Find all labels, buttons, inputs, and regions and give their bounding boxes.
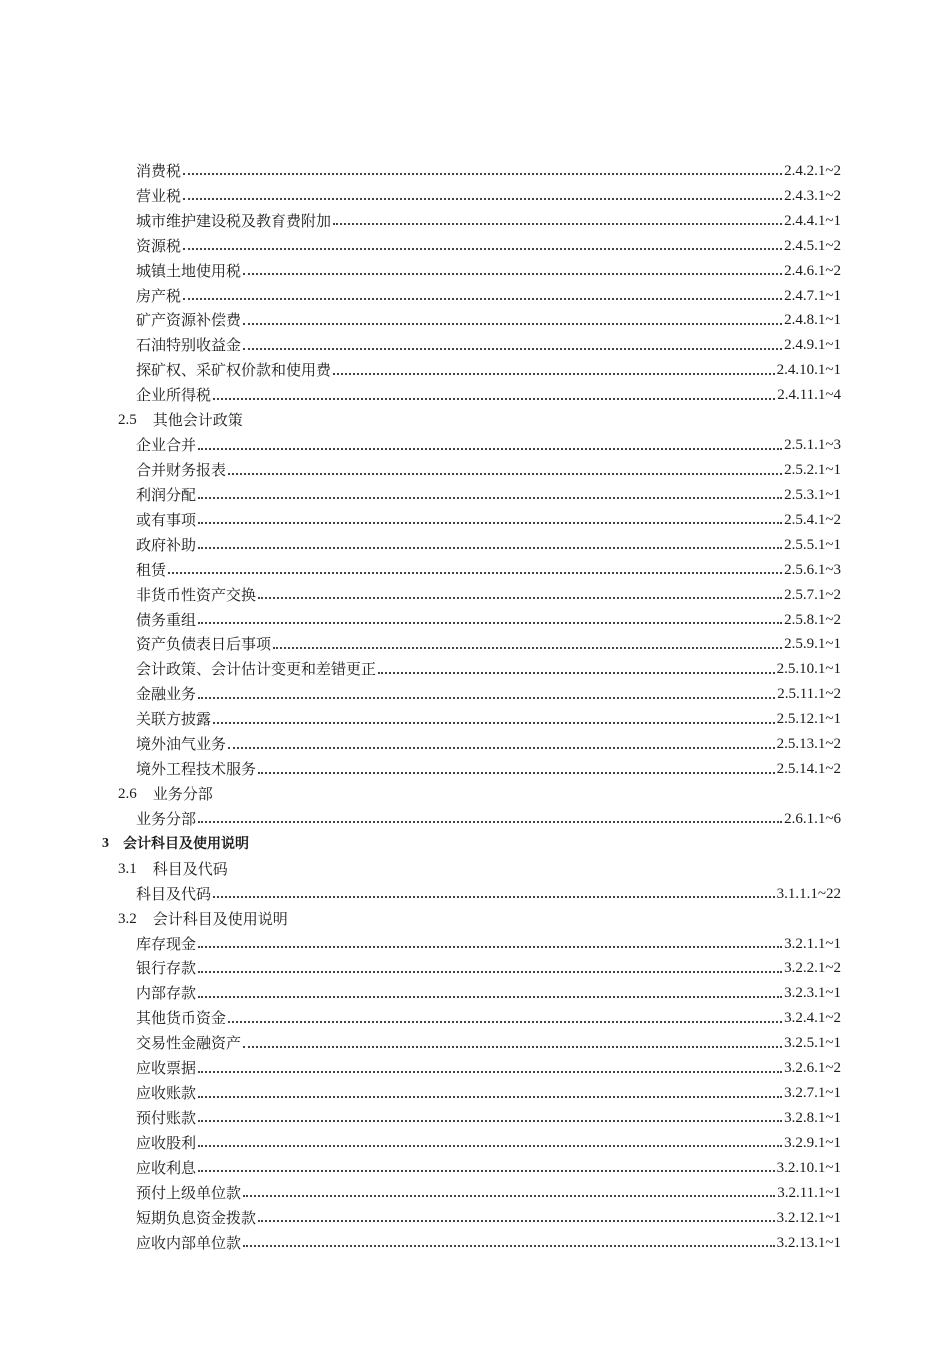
dot-leader (258, 1220, 775, 1222)
toc-entry[interactable] (136, 558, 841, 583)
toc-entry[interactable] (136, 1131, 841, 1156)
section-title: 会计科目及使用说明 (123, 836, 249, 853)
toc-entry-label: 金融业务 (136, 685, 197, 704)
toc-page-number: 2.4.10.1~1 (776, 362, 841, 379)
toc-entry-label: 探矿权、采矿权价款和使用费 (136, 361, 332, 380)
toc-entry[interactable] (136, 682, 841, 707)
toc-entry[interactable] (136, 932, 841, 957)
toc-entry-label: 非货币性资产交换 (136, 585, 257, 604)
section-title: 业务分部 (152, 785, 213, 803)
toc-entry[interactable] (136, 981, 841, 1006)
dot-leader (198, 971, 782, 973)
section-number: 3.1 (118, 860, 137, 877)
section-number: 3.2 (118, 910, 137, 927)
toc-page-number: 3.2.1.1~1 (784, 935, 841, 952)
toc-entry-label: 境外油气业务 (136, 735, 227, 754)
toc-entry-label: 营业税 (136, 186, 182, 205)
toc-entry[interactable] (136, 757, 841, 782)
toc-entry[interactable] (136, 1156, 841, 1181)
toc-entry-label: 租赁 (136, 560, 167, 579)
toc-page-number: 2.4.6.1~2 (784, 262, 841, 279)
toc-page-number: 2.5.6.1~3 (784, 561, 841, 578)
toc-entry-label: 应收利息 (136, 1158, 197, 1177)
dot-leader (213, 896, 775, 898)
dot-leader (198, 1120, 782, 1122)
toc-entry[interactable] (136, 1081, 841, 1106)
toc-page-number: 2.4.5.1~2 (784, 237, 841, 254)
dot-leader (228, 747, 775, 749)
toc-page-number: 2.4.3.1~2 (784, 187, 841, 204)
dot-leader (198, 1096, 782, 1098)
toc-entry-label: 合并财务报表 (136, 461, 227, 480)
dot-leader (183, 198, 782, 200)
toc-section-heading (0, 408, 950, 433)
toc-page-number: 2.5.5.1~1 (784, 536, 841, 553)
dot-leader (333, 373, 775, 375)
dot-leader (228, 473, 782, 475)
toc-page-number: 2.5.8.1~2 (784, 611, 841, 628)
toc-page-number: 3.2.9.1~1 (784, 1134, 841, 1151)
toc-entry[interactable] (136, 1181, 841, 1206)
toc-page-number: 2.4.8.1~1 (784, 312, 841, 329)
toc-page-number: 2.5.10.1~1 (776, 661, 841, 678)
toc-entry-label: 预付账款 (136, 1108, 197, 1127)
toc-page-number: 3.2.12.1~1 (776, 1209, 841, 1226)
dot-leader (198, 996, 782, 998)
toc-entry-label: 其他货币资金 (136, 1009, 227, 1028)
toc-page-number: 2.5.7.1~2 (784, 586, 841, 603)
toc-page-number: 2.5.11.1~2 (777, 686, 841, 703)
toc-entry[interactable] (136, 333, 841, 358)
toc-entry[interactable] (136, 657, 841, 682)
dot-leader (243, 323, 782, 325)
dot-leader (258, 597, 782, 599)
toc-entry[interactable] (136, 284, 841, 309)
toc-entry[interactable] (136, 159, 841, 184)
toc-entry-label: 政府补助 (136, 535, 197, 554)
toc-page-number: 3.2.3.1~1 (784, 985, 841, 1002)
toc-entry-label: 会计政策、会计估计变更和差错更正 (136, 660, 377, 679)
section-title: 会计科目及使用说明 (152, 909, 288, 928)
section-number: 2.5 (118, 412, 137, 429)
dot-leader (198, 1170, 775, 1172)
toc-entry-label: 应收股利 (136, 1133, 197, 1152)
toc-entry[interactable] (136, 1206, 841, 1231)
toc-page-number: 3.2.13.1~1 (776, 1234, 841, 1251)
toc-entry-label: 消费税 (136, 161, 182, 180)
dot-leader (243, 348, 782, 350)
dot-leader (198, 547, 782, 549)
dot-leader (243, 1195, 775, 1197)
toc-entry-label: 债务重组 (136, 610, 197, 629)
toc-page-number: 3.2.5.1~1 (784, 1035, 841, 1052)
dot-leader (333, 223, 782, 225)
toc-entry[interactable] (136, 1231, 841, 1256)
toc-entry[interactable] (136, 608, 841, 633)
dot-leader (273, 647, 782, 649)
section-number: 3 (102, 836, 109, 852)
toc-entry-label: 境外工程技术服务 (136, 760, 257, 779)
section-title: 其他会计政策 (152, 411, 243, 430)
section-title: 科目及代码 (152, 859, 228, 878)
dot-leader (258, 772, 775, 774)
dot-leader (243, 1046, 782, 1048)
toc-entry-label: 应收票据 (136, 1059, 197, 1078)
toc-entry[interactable] (136, 458, 841, 483)
toc-page-number: 2.5.4.1~2 (784, 511, 841, 528)
toc-entry[interactable] (136, 1056, 841, 1081)
toc-page-number: 2.4.11.1~4 (777, 387, 841, 404)
toc-entry[interactable] (136, 633, 841, 658)
toc-page-number: 3.2.4.1~2 (784, 1010, 841, 1027)
dot-leader (243, 1245, 775, 1247)
toc-page-number: 2.5.2.1~1 (784, 462, 841, 479)
toc-entry[interactable] (136, 259, 841, 284)
dot-leader (213, 722, 775, 724)
toc-entry-label: 交易性金融资产 (136, 1034, 242, 1053)
toc-entry[interactable] (136, 383, 841, 408)
toc-page-number: 3.1.1.1~22 (776, 885, 841, 902)
toc-entry[interactable] (136, 533, 841, 558)
dot-leader (198, 821, 782, 823)
toc-entry[interactable] (136, 882, 841, 907)
dot-leader (183, 173, 782, 175)
toc-entry[interactable] (136, 1106, 841, 1131)
toc-page-number: 2.5.12.1~1 (776, 711, 841, 728)
toc-entry-label: 预付上级单位款 (136, 1183, 242, 1202)
toc-entry[interactable] (136, 309, 841, 334)
toc-entry[interactable] (136, 807, 841, 832)
toc-entry-label: 内部存款 (136, 984, 197, 1003)
dot-leader (198, 697, 775, 699)
toc-entry-label: 或有事项 (136, 510, 197, 529)
toc-entry-label: 科目及代码 (136, 884, 212, 903)
table-of-contents (0, 159, 950, 1256)
dot-leader (198, 497, 782, 499)
toc-section-heading (0, 857, 950, 882)
toc-chapter-heading (0, 832, 950, 857)
toc-page-number: 2.5.13.1~2 (776, 736, 841, 753)
dot-leader (168, 572, 782, 574)
dot-leader (243, 273, 782, 275)
toc-entry[interactable] (136, 1031, 841, 1056)
toc-page-number: 2.5.1.1~3 (784, 437, 841, 454)
toc-page-number: 2.4.9.1~1 (784, 337, 841, 354)
toc-entry[interactable] (136, 1006, 841, 1031)
section-number: 2.6 (118, 786, 137, 802)
dot-leader (228, 1021, 782, 1023)
toc-entry[interactable] (136, 583, 841, 608)
toc-entry-label: 库存现金 (136, 934, 197, 953)
toc-entry-label: 资产负债表日后事项 (136, 635, 272, 654)
toc-page-number: 3.2.10.1~1 (776, 1159, 841, 1176)
dot-leader (198, 1145, 782, 1147)
toc-entry-label: 企业所得税 (136, 386, 212, 405)
dot-leader (183, 248, 782, 250)
toc-entry-label: 房产税 (136, 286, 182, 305)
toc-entry[interactable] (136, 508, 841, 533)
toc-entry-label: 应收内部单位款 (136, 1233, 242, 1252)
toc-page-number: 2.4.7.1~1 (784, 287, 841, 304)
toc-entry[interactable] (136, 957, 841, 982)
toc-entry-label: 应收账款 (136, 1084, 197, 1103)
dot-leader (198, 448, 782, 450)
toc-entry-label: 城市维护建设税及教育费附加 (136, 211, 332, 230)
toc-page-number: 2.5.14.1~2 (776, 761, 841, 778)
dot-leader (183, 298, 782, 300)
toc-entry-label: 矿产资源补偿费 (136, 311, 242, 330)
dot-leader (198, 946, 782, 948)
toc-page-number: 3.2.11.1~1 (777, 1184, 841, 1201)
toc-page-number: 3.2.8.1~1 (784, 1109, 841, 1126)
toc-entry[interactable] (136, 358, 841, 383)
toc-entry[interactable] (136, 209, 841, 234)
toc-entry[interactable] (136, 184, 841, 209)
dot-leader (198, 522, 782, 524)
toc-entry[interactable] (136, 732, 841, 757)
toc-entry-label: 石油特别收益金 (136, 336, 242, 355)
dot-leader (213, 398, 775, 400)
toc-entry-label: 短期负息资金拨款 (136, 1208, 257, 1227)
toc-entry-label: 银行存款 (136, 959, 197, 978)
toc-entry-label: 城镇土地使用税 (136, 261, 242, 280)
dot-leader (198, 622, 782, 624)
toc-page-number: 3.2.2.1~2 (784, 960, 841, 977)
dot-leader (198, 1071, 782, 1073)
toc-page-number: 2.5.9.1~1 (784, 636, 841, 653)
toc-entry[interactable] (136, 483, 841, 508)
toc-section-heading (0, 782, 950, 807)
toc-entry-label: 关联方披露 (136, 710, 212, 729)
toc-entry[interactable] (136, 707, 841, 732)
toc-entry-label: 利润分配 (136, 485, 197, 504)
dot-leader (378, 672, 775, 674)
toc-entry-label: 业务分部 (136, 809, 197, 828)
toc-section-heading (0, 907, 950, 932)
toc-page-number: 2.4.2.1~2 (784, 162, 841, 179)
toc-page-number: 3.2.7.1~1 (784, 1085, 841, 1102)
toc-page-number: 2.5.3.1~1 (784, 486, 841, 503)
toc-page-number: 2.6.1.1~6 (784, 810, 841, 827)
toc-entry-label: 资源税 (136, 236, 182, 255)
toc-page-number: 2.4.4.1~1 (784, 212, 841, 229)
toc-entry[interactable] (136, 433, 841, 458)
toc-page-number: 3.2.6.1~2 (784, 1060, 841, 1077)
toc-entry[interactable] (136, 234, 841, 259)
toc-entry-label: 企业合并 (136, 436, 197, 455)
